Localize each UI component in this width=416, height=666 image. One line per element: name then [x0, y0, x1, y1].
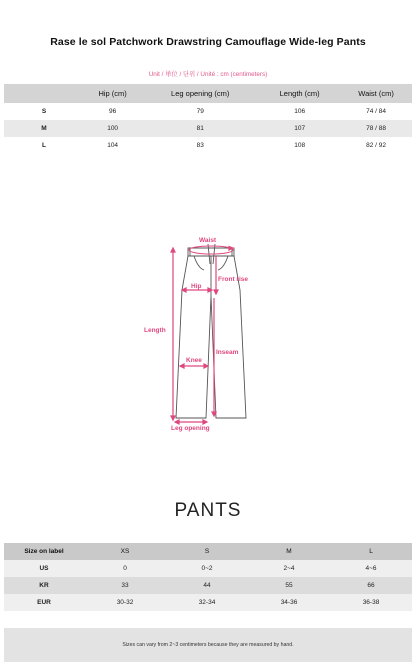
table-cell: 82 / 92	[366, 142, 386, 149]
conversion-header-s: S	[166, 543, 248, 560]
size-conversion-table	[4, 543, 412, 611]
table-cell: 100	[84, 120, 141, 137]
table-cell: 78 / 88	[340, 120, 412, 137]
table-cell: 108	[294, 142, 306, 149]
size-table-header-row	[4, 84, 412, 103]
conversion-header-xs: XS	[84, 543, 166, 560]
front-rise-label: Front rise	[218, 276, 248, 283]
table-row	[4, 577, 412, 594]
size-table-header-hip: Hip (cm)	[84, 84, 141, 103]
table-row	[4, 560, 412, 577]
conversion-header-size-on-label: Size on label	[4, 543, 84, 560]
knee-label: Knee	[186, 357, 202, 364]
waist-label: Waist	[199, 237, 217, 244]
table-cell: 107	[259, 120, 340, 137]
inseam-label: Inseam	[216, 349, 239, 356]
table-cell: 104	[107, 142, 119, 149]
table-cell: 55	[248, 577, 330, 594]
table-cell: 0	[84, 560, 166, 577]
table-row	[4, 120, 412, 137]
table-cell: 66	[330, 577, 412, 594]
size-label: L	[42, 142, 46, 149]
region-label: KR	[4, 577, 84, 594]
region-label: US	[4, 560, 84, 577]
table-cell: 81	[141, 120, 259, 137]
table-cell: 4~6	[330, 560, 412, 577]
hip-label: Hip	[191, 283, 202, 290]
leg-opening-label: Leg opening	[171, 425, 210, 432]
size-table-header-waist: Waist (cm)	[340, 84, 412, 103]
pants-measurement-diagram	[140, 230, 280, 438]
table-row	[4, 137, 412, 154]
table-cell: 2~4	[248, 560, 330, 577]
table-row	[4, 103, 412, 120]
size-table-header-leg-opening: Leg opening (cm)	[141, 84, 259, 103]
table-cell: 34-36	[248, 594, 330, 611]
measurement-footnote: Sizes can vary from 2~3 centimeters because they are measured by hand.	[4, 628, 412, 662]
table-row	[4, 594, 412, 611]
table-cell: 96	[109, 108, 117, 115]
size-table	[4, 84, 412, 154]
table-cell: 33	[84, 577, 166, 594]
size-table-header-blank	[4, 84, 84, 103]
conversion-header-l: L	[330, 543, 412, 560]
product-title: Rase le sol Patchwork Drawstring Camouflage Wide-leg Pants	[50, 36, 366, 48]
table-cell: 0~2	[166, 560, 248, 577]
table-cell: 44	[166, 577, 248, 594]
pants-outline-illustration	[140, 230, 280, 438]
size-label: M	[4, 120, 84, 137]
region-label: EUR	[4, 594, 84, 611]
table-cell: 30-32	[84, 594, 166, 611]
table-cell: 79	[196, 108, 204, 115]
conversion-header-row	[4, 543, 412, 560]
table-cell: 32-34	[166, 594, 248, 611]
length-label: Length	[144, 327, 166, 334]
size-label: S	[41, 108, 47, 115]
unit-note: Unit / 単位 / 단위 / Unité : cm (centimeters)	[148, 71, 268, 78]
category-heading: PANTS	[174, 500, 242, 521]
size-table-header-length: Length (cm)	[259, 84, 340, 103]
table-cell: 74 / 84	[366, 108, 386, 115]
table-cell: 36-38	[330, 594, 412, 611]
conversion-header-m: M	[248, 543, 330, 560]
table-cell: 106	[294, 108, 306, 115]
table-cell: 83	[196, 142, 204, 149]
